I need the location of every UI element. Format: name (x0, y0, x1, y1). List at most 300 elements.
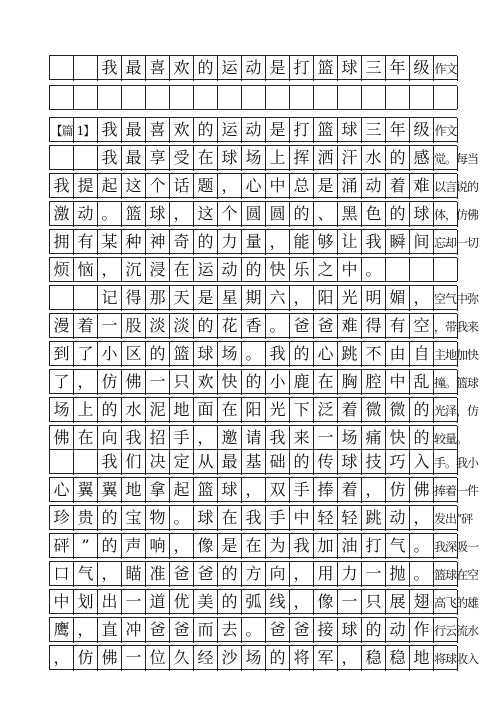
character: 像 (197, 536, 214, 555)
text-row (49, 645, 479, 670)
grid-cell (170, 86, 194, 109)
grid-cell (266, 478, 290, 503)
grid-cell (146, 286, 170, 311)
grid-cell (434, 426, 468, 451)
character: 。 (173, 508, 190, 527)
grid-cell (74, 202, 98, 227)
grid-cell (362, 56, 386, 81)
character: 将球收入 (434, 652, 479, 666)
character: 爸 (197, 564, 214, 583)
grid-cell (290, 450, 314, 475)
grid-cell (194, 286, 218, 311)
character: 向 (101, 428, 118, 447)
character: 种 (125, 232, 142, 251)
grid-cell (50, 286, 74, 311)
character: 动 (245, 120, 262, 139)
grid-cell (170, 56, 194, 81)
character: 涌 (341, 176, 358, 195)
character: 手 (293, 480, 310, 499)
character: 由 (389, 344, 406, 363)
grid-cell (266, 230, 290, 255)
character: 小 (269, 372, 286, 391)
character: 力 (341, 564, 358, 583)
grid-cell (434, 146, 479, 171)
grid-cell (122, 314, 146, 339)
grid-cell (98, 506, 122, 531)
character: 久 (173, 648, 190, 667)
character: 【篇 (50, 124, 73, 138)
grid-cell (74, 534, 98, 559)
grid-cell (146, 314, 170, 339)
character: 我 (269, 344, 286, 363)
character: 去 (221, 620, 238, 639)
character: 小 (101, 344, 118, 363)
grid-cell (338, 506, 362, 531)
grid-cell (74, 398, 98, 423)
character: 准 (149, 564, 166, 583)
grid-cell (122, 590, 146, 615)
grid-cell (50, 398, 74, 423)
character: 球 (221, 148, 238, 167)
character: 打 (293, 120, 310, 139)
grid-cell (74, 426, 98, 451)
character: 的 (389, 204, 406, 223)
grid-cell (242, 146, 266, 171)
character: 有 (77, 232, 94, 251)
grid-cell (122, 646, 146, 671)
character: 基 (245, 452, 262, 471)
character: 场 (221, 344, 238, 363)
grid-cell (290, 86, 314, 109)
grid-cell (338, 56, 362, 81)
grid-cell (266, 258, 290, 281)
grid-cell (266, 146, 290, 171)
character: 鹰 (53, 620, 70, 639)
character: ， (293, 564, 310, 583)
grid-cell (338, 86, 362, 109)
text-row (49, 397, 479, 422)
character: ， (293, 592, 310, 611)
character: 不 (365, 344, 382, 363)
character: 区 (125, 344, 142, 363)
character: 间 (413, 232, 430, 251)
grid-cell (290, 174, 314, 199)
grid-cell (266, 314, 290, 339)
grid-cell (314, 450, 338, 475)
grid-cell (122, 286, 146, 311)
grid-cell (170, 534, 194, 559)
character: 让 (341, 232, 358, 251)
character: 来 (293, 428, 310, 447)
character: 口 (53, 564, 70, 583)
grid-cell (434, 118, 458, 143)
character: 浸 (149, 260, 166, 279)
grid-cell (338, 590, 362, 615)
character: 享 (149, 148, 166, 167)
character: 心 (245, 176, 262, 195)
character: 淡 (173, 316, 190, 335)
character: ， (269, 232, 286, 251)
grid-cell (290, 118, 314, 143)
character: 喜 (149, 58, 166, 77)
grid-cell (362, 174, 386, 199)
grid-cell (386, 646, 410, 671)
character: 爸 (317, 316, 334, 335)
character: 位 (149, 648, 166, 667)
character: 而 (197, 620, 214, 639)
character: 划 (77, 592, 94, 611)
grid-cell (434, 258, 458, 281)
text-row (49, 369, 479, 394)
grid-cell (386, 478, 410, 503)
character: 响 (149, 536, 166, 555)
grid-cell (194, 534, 218, 559)
text-row (49, 561, 479, 586)
character: 用 (317, 564, 334, 583)
grid-cell (50, 118, 74, 143)
character: 道 (149, 592, 166, 611)
character: 翅 (413, 592, 430, 611)
grid-cell (266, 534, 290, 559)
character: 最 (125, 148, 142, 167)
character: 是 (269, 58, 286, 77)
character: 的 (413, 400, 430, 419)
grid-cell (362, 450, 386, 475)
grid-cell (98, 118, 122, 143)
character: 个 (149, 176, 166, 195)
character: 础 (269, 452, 286, 471)
grid-cell (218, 426, 242, 451)
grid-cell (434, 618, 479, 643)
grid-cell (434, 86, 458, 109)
grid-cell (122, 230, 146, 255)
character: 撞。篮球 (434, 376, 479, 390)
grid-cell (362, 590, 386, 615)
character: 方 (245, 564, 262, 583)
grid-cell (218, 230, 242, 255)
character: 打 (365, 536, 382, 555)
character: 漫 (53, 316, 70, 335)
grid-cell (386, 174, 410, 199)
character: 难 (341, 316, 358, 335)
grid-cell (434, 174, 479, 199)
grid-cell (434, 646, 479, 671)
grid-cell (50, 86, 74, 109)
character: 的 (365, 620, 382, 639)
character: 。 (245, 344, 262, 363)
grid-cell (218, 562, 242, 587)
character: 抛 (389, 564, 406, 583)
grid-cell (218, 590, 242, 615)
character: 美 (197, 592, 214, 611)
character: 珍 (53, 508, 70, 527)
character: 有 (389, 316, 406, 335)
character: 向 (269, 564, 286, 583)
character: 能 (293, 232, 310, 251)
grid-cell (218, 174, 242, 199)
character: 圆 (269, 204, 286, 223)
grid-cell (386, 342, 410, 367)
grid-cell (410, 478, 434, 503)
grid-cell (74, 506, 98, 531)
character: 这 (125, 176, 142, 195)
grid-cell (194, 258, 218, 281)
grid-cell (50, 146, 74, 171)
grid-cell (50, 450, 74, 475)
character: 年 (389, 58, 406, 77)
grid-cell (266, 86, 290, 109)
character: 总 (293, 176, 310, 195)
grid-cell (194, 230, 218, 255)
grid-cell (434, 562, 479, 587)
character: 沉 (125, 260, 142, 279)
character: 球 (341, 452, 358, 471)
character: 我 (101, 148, 118, 167)
grid-cell (386, 314, 410, 339)
character: 双 (269, 480, 286, 499)
character: 球 (341, 58, 358, 77)
grid-cell (290, 342, 314, 367)
grid-cell (410, 86, 434, 109)
grid-cell (242, 562, 266, 587)
character: 力 (221, 232, 238, 251)
character: 爸 (173, 620, 190, 639)
grid-cell (170, 590, 194, 615)
grid-cell (386, 618, 410, 643)
grid-cell (194, 618, 218, 643)
grid-cell (146, 202, 170, 227)
grid-cell (74, 56, 98, 81)
character: 话 (173, 176, 190, 195)
character: 的 (293, 204, 310, 223)
character: 了 (77, 344, 94, 363)
grid-cell (338, 230, 362, 255)
character: 的 (245, 260, 262, 279)
grid-cell (290, 370, 314, 395)
grid-cell (170, 314, 194, 339)
grid-cell (314, 478, 338, 503)
grid-cell (410, 342, 434, 367)
grid-cell (98, 370, 122, 395)
grid-cell (170, 286, 194, 311)
grid-cell (314, 286, 338, 311)
grid-cell (98, 590, 122, 615)
character: 在 (221, 508, 238, 527)
text-row (49, 117, 457, 142)
grid-cell (410, 450, 434, 475)
grid-cell (98, 398, 122, 423)
character: 奇 (173, 232, 190, 251)
character: 最 (125, 58, 142, 77)
grid-cell (122, 342, 146, 367)
character: ， (293, 288, 310, 307)
character: 。 (413, 536, 430, 555)
character: 感 (413, 148, 430, 167)
grid-cell (242, 86, 266, 109)
character: 的 (269, 648, 286, 667)
character: 运 (221, 58, 238, 77)
grid-cell (194, 370, 218, 395)
grid-cell (410, 146, 434, 171)
grid-cell (290, 618, 314, 643)
character: 的 (293, 344, 310, 363)
title-row (49, 55, 457, 80)
grid-cell (242, 258, 266, 281)
character: 技 (365, 452, 382, 471)
text-row (49, 173, 479, 198)
character: 腔 (365, 372, 382, 391)
grid-cell (194, 450, 218, 475)
text-row (49, 533, 479, 558)
character: 瞄 (125, 564, 142, 583)
character: 胸 (341, 372, 358, 391)
character: 巧 (389, 452, 406, 471)
grid-cell (218, 646, 242, 671)
grid-cell (146, 506, 170, 531)
grid-cell (146, 562, 170, 587)
grid-cell (362, 202, 386, 227)
character: 自 (413, 344, 430, 363)
grid-cell (362, 618, 386, 643)
character: 心 (317, 344, 334, 363)
character: ，带我来 (434, 320, 479, 334)
grid-cell (338, 370, 362, 395)
grid-cell (434, 314, 479, 339)
character: 翼 (77, 480, 94, 499)
character: 我 (245, 508, 262, 527)
grid-cell (314, 506, 338, 531)
grid-cell (74, 286, 98, 311)
grid-cell (362, 286, 386, 311)
text-row (49, 425, 468, 450)
character: 行云流水 (434, 624, 479, 638)
grid-cell (242, 174, 266, 199)
grid-cell (266, 286, 290, 311)
grid-cell (74, 478, 98, 503)
grid-cell (74, 258, 98, 281)
character: 爸 (293, 316, 310, 335)
grid-cell (290, 506, 314, 531)
grid-cell (122, 146, 146, 171)
character: 运 (197, 260, 214, 279)
grid-cell (386, 534, 410, 559)
grid-cell (50, 230, 74, 255)
grid-cell (410, 230, 434, 255)
grid-cell (290, 56, 314, 81)
grid-cell (362, 146, 386, 171)
character: 明 (365, 288, 382, 307)
grid-cell (362, 314, 386, 339)
grid-cell (146, 478, 170, 503)
grid-cell (434, 506, 473, 531)
character: 军 (317, 648, 334, 667)
grid-cell (338, 562, 362, 587)
grid-cell (170, 506, 194, 531)
grid-cell (122, 118, 146, 143)
grid-cell (314, 562, 338, 587)
grid-cell (266, 590, 290, 615)
grid-cell (362, 426, 386, 451)
grid-cell (410, 286, 434, 311)
character: 泛 (317, 400, 334, 419)
text-row (49, 201, 479, 226)
character: 1】 (76, 124, 95, 138)
text-row (49, 85, 457, 110)
grid-cell (266, 562, 290, 587)
character: 光 (269, 400, 286, 419)
grid-cell (266, 342, 290, 367)
grid-cell (146, 258, 170, 281)
grid-cell (98, 534, 122, 559)
grid-cell (434, 478, 479, 503)
character: 场 (245, 148, 262, 167)
grid-cell (314, 590, 338, 615)
grid-cell (98, 478, 122, 503)
character: 那 (149, 288, 166, 307)
character: 着 (389, 176, 406, 195)
grid-cell (314, 202, 338, 227)
grid-cell (194, 56, 218, 81)
character: 篮 (197, 480, 214, 499)
grid-cell (74, 146, 98, 171)
character: 觉。每当 (434, 152, 479, 166)
character: 六 (269, 288, 286, 307)
grid-cell (146, 118, 170, 143)
grid-cell (218, 118, 242, 143)
character: 经 (197, 648, 214, 667)
grid-cell (218, 370, 242, 395)
character: 三 (365, 120, 382, 139)
grid-cell (50, 426, 74, 451)
grid-cell (50, 342, 74, 367)
character: 。 (101, 204, 118, 223)
character: 某 (101, 232, 118, 251)
grid-cell (98, 562, 122, 587)
grid-cell (242, 286, 266, 311)
character: 着 (341, 480, 358, 499)
grid-cell (290, 562, 314, 587)
character: 的 (221, 592, 238, 611)
character: 题 (197, 176, 214, 195)
grid-cell (242, 590, 266, 615)
character: 拿 (149, 480, 166, 499)
grid-cell (338, 258, 362, 281)
character: 贵 (77, 508, 94, 527)
grid-cell (362, 506, 386, 531)
character: 为 (269, 536, 286, 555)
grid-cell (146, 146, 170, 171)
grid-cell (410, 258, 434, 281)
character: 跳 (365, 508, 382, 527)
character: 记 (101, 288, 118, 307)
character: 着 (77, 316, 94, 335)
character: 沙 (221, 648, 238, 667)
grid-cell (242, 56, 266, 81)
grid-cell (74, 230, 98, 255)
character: 仿 (101, 372, 118, 391)
grid-cell (338, 202, 362, 227)
character: 一 (125, 592, 142, 611)
grid-cell (266, 450, 290, 475)
grid-cell (50, 202, 74, 227)
character: 中 (389, 372, 406, 391)
grid-cell (410, 562, 434, 587)
grid-cell (290, 478, 314, 503)
character: 体，仿佛 (434, 208, 479, 222)
character: 的 (197, 232, 214, 251)
grid-cell (74, 86, 98, 109)
grid-cell (242, 646, 266, 671)
